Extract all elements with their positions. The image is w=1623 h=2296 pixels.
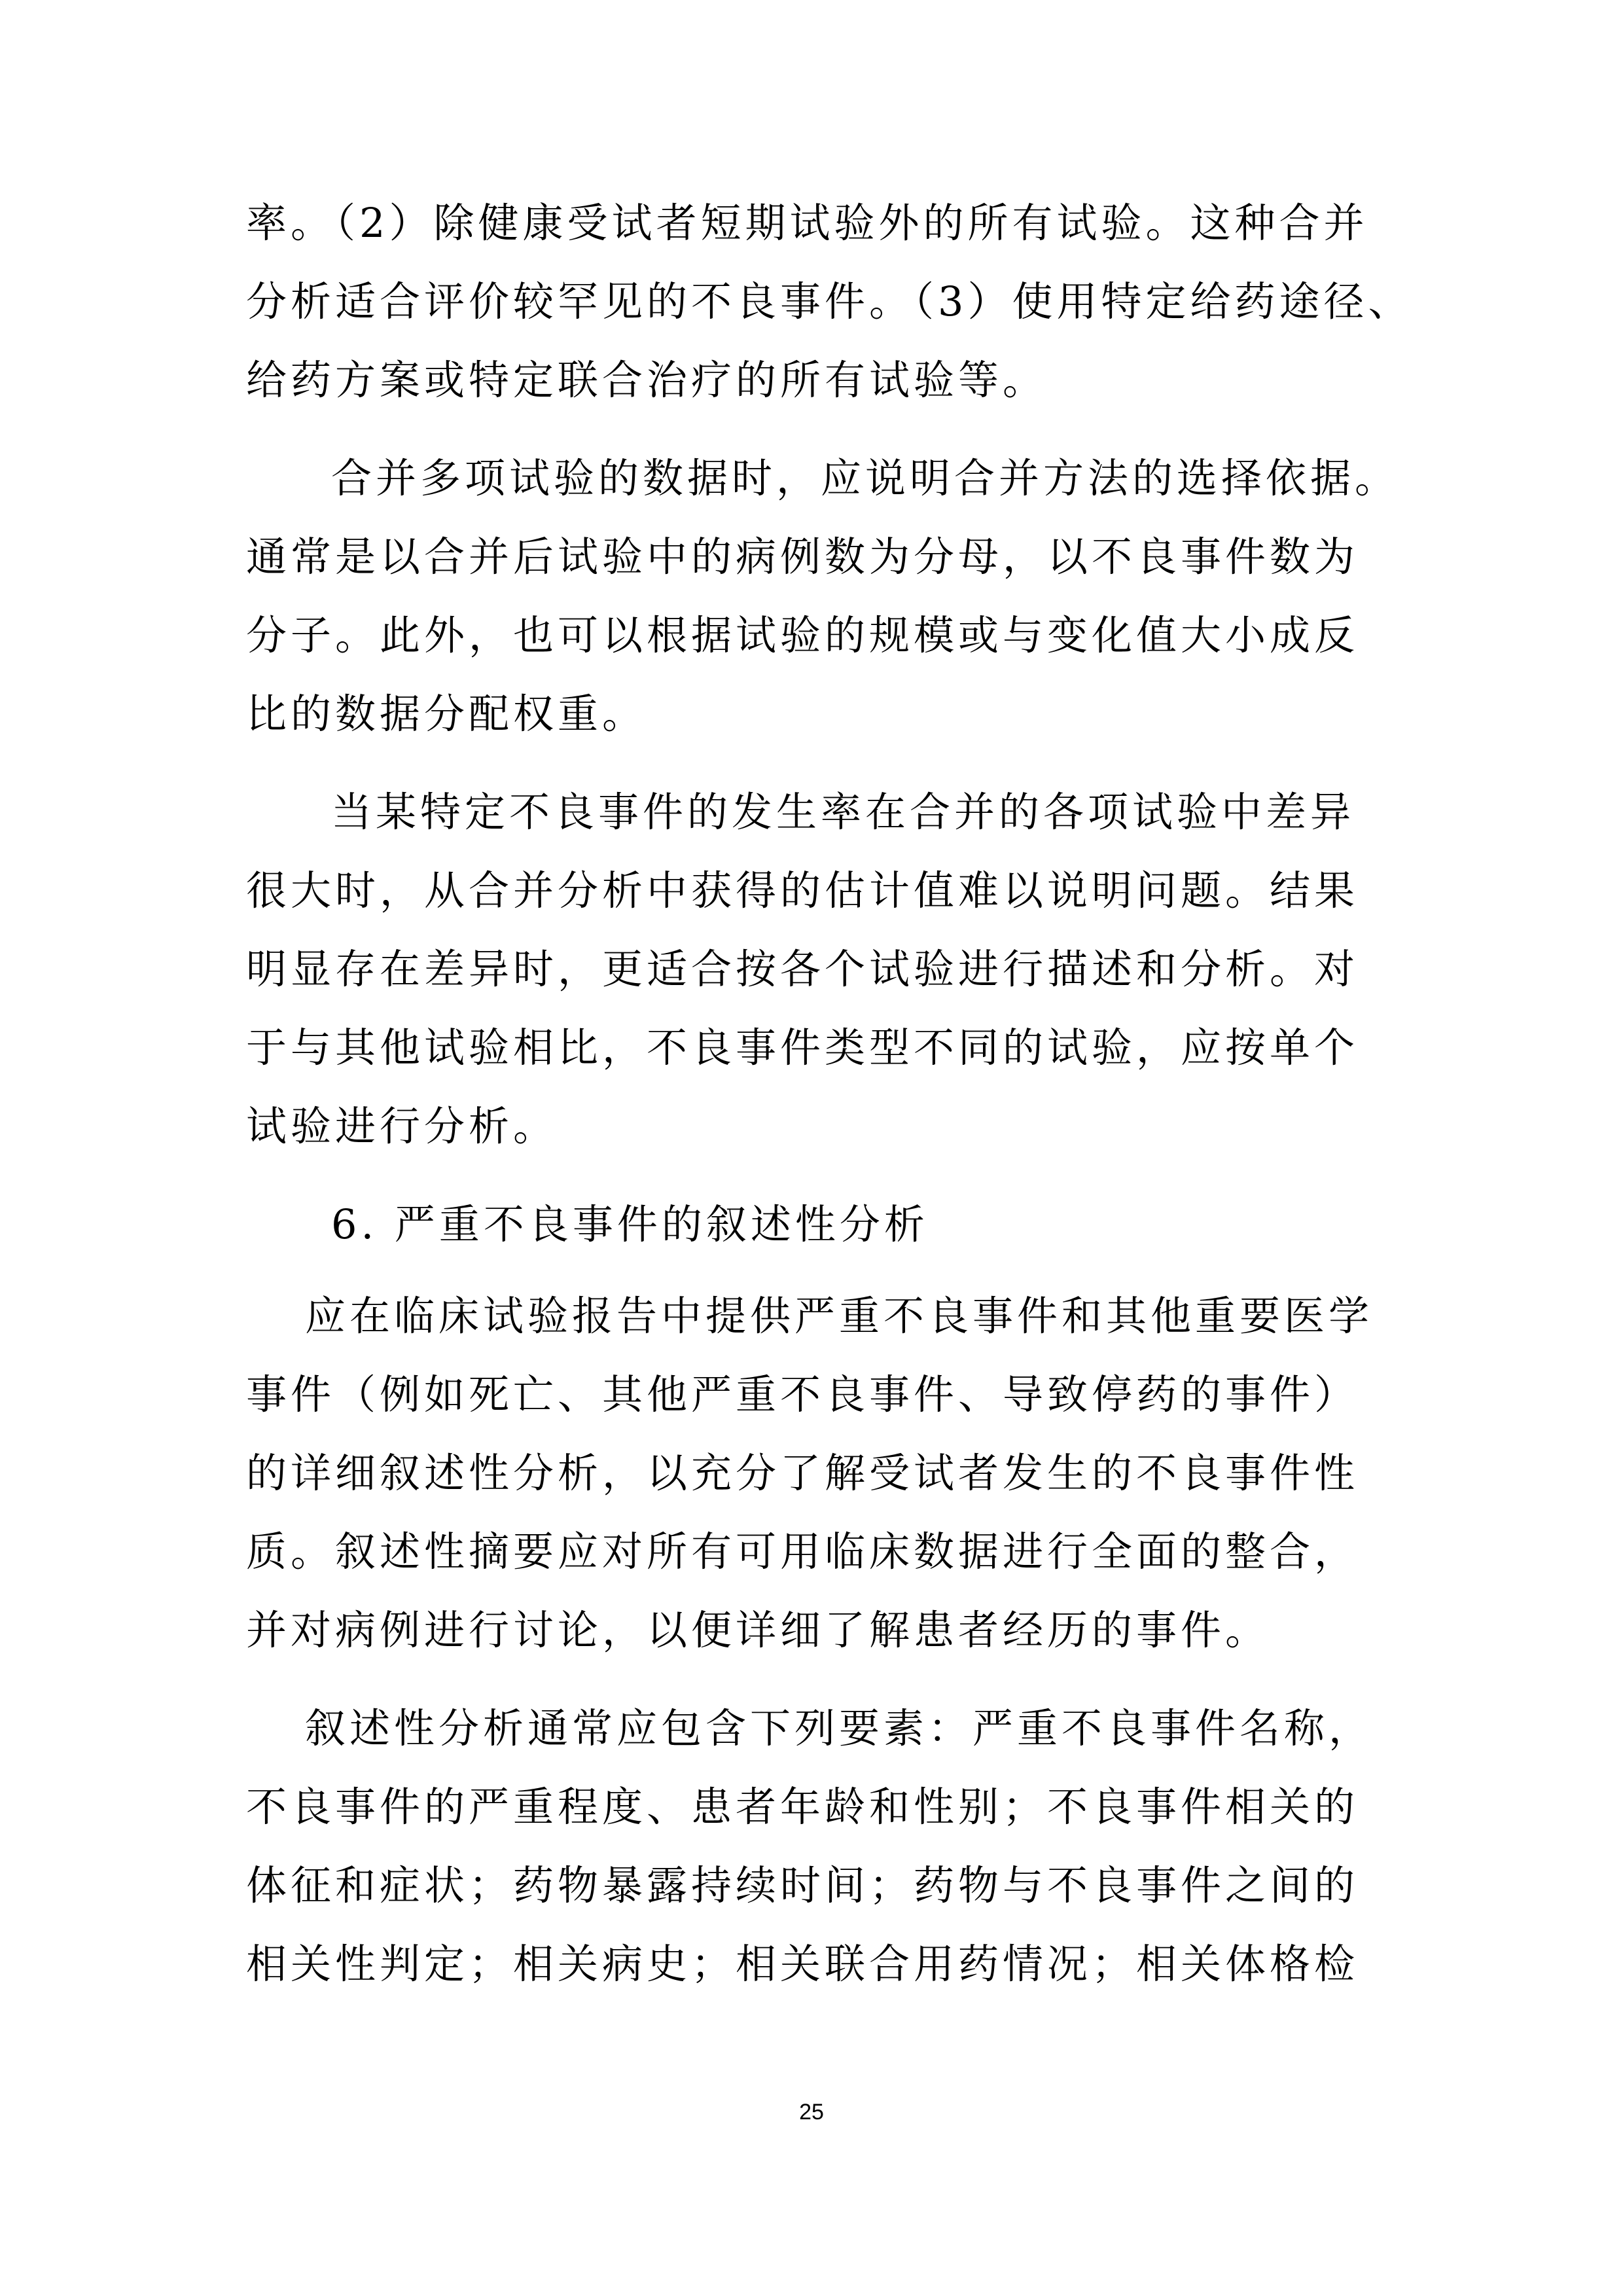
paragraph-first-line: 叙述性分析通常应包含下列要素：严重不良事件名称，	[305, 1704, 1374, 1752]
body-text-line: 于与其他试验相比，不良事件类型不同的试验，应按单个	[246, 1024, 1359, 1071]
body-text-line: 体征和症状；药物暴露持续时间；药物与不良事件之间的	[246, 1861, 1359, 1909]
body-text-line: 分析适合评价较罕见的不良事件。（3）使用特定给药途径、	[246, 278, 1413, 325]
body-text-line: 并对病例进行讨论，以便详细了解患者经历的事件。	[246, 1606, 1270, 1654]
body-text-line: 事件（例如死亡、其他严重不良事件、导致停药的事件）	[246, 1371, 1359, 1418]
paragraph-first-line: 合并多项试验的数据时，应说明合并方法的选择依据。	[331, 454, 1400, 502]
body-text-line: 很大时，从合并分析中获得的估计值难以说明问题。结果	[246, 867, 1359, 914]
body-text-line: 相关性判定；相关病史；相关联合用药情况；相关体格检	[246, 1940, 1359, 1988]
body-text-line: 通常是以合并后试验中的病例数为分母，以不良事件数为	[246, 533, 1359, 581]
body-text-line: 的详细叙述性分析，以充分了解受试者发生的不良事件性	[246, 1449, 1359, 1497]
body-text-line: 给药方案或特定联合治疗的所有试验等。	[246, 356, 1048, 404]
page-number: 25	[799, 2100, 824, 2125]
paragraph-first-line: 应在临床试验报告中提供严重不良事件和其他重要医学	[305, 1292, 1374, 1340]
body-text-line: 分子。此外，也可以根据试验的规模或与变化值大小成反	[246, 611, 1359, 659]
body-text-line: 质。叙述性摘要应对所有可用临床数据进行全面的整合，	[246, 1528, 1359, 1575]
paragraph-first-line: 当某特定不良事件的发生率在合并的各项试验中差异	[331, 788, 1355, 836]
body-text-line: 率。（2）除健康受试者短期试验外的所有试验。这种合并	[246, 199, 1368, 247]
body-text-line: 明显存在差异时，更适合按各个试验进行描述和分析。对	[246, 945, 1359, 993]
body-text-line: 不良事件的严重程度、患者年龄和性别；不良事件相关的	[246, 1783, 1359, 1831]
body-text-line: 试验进行分析。	[246, 1102, 558, 1150]
body-text-line: 比的数据分配权重。	[246, 690, 647, 738]
section-heading: 6. 严重不良事件的叙述性分析	[331, 1200, 929, 1248]
